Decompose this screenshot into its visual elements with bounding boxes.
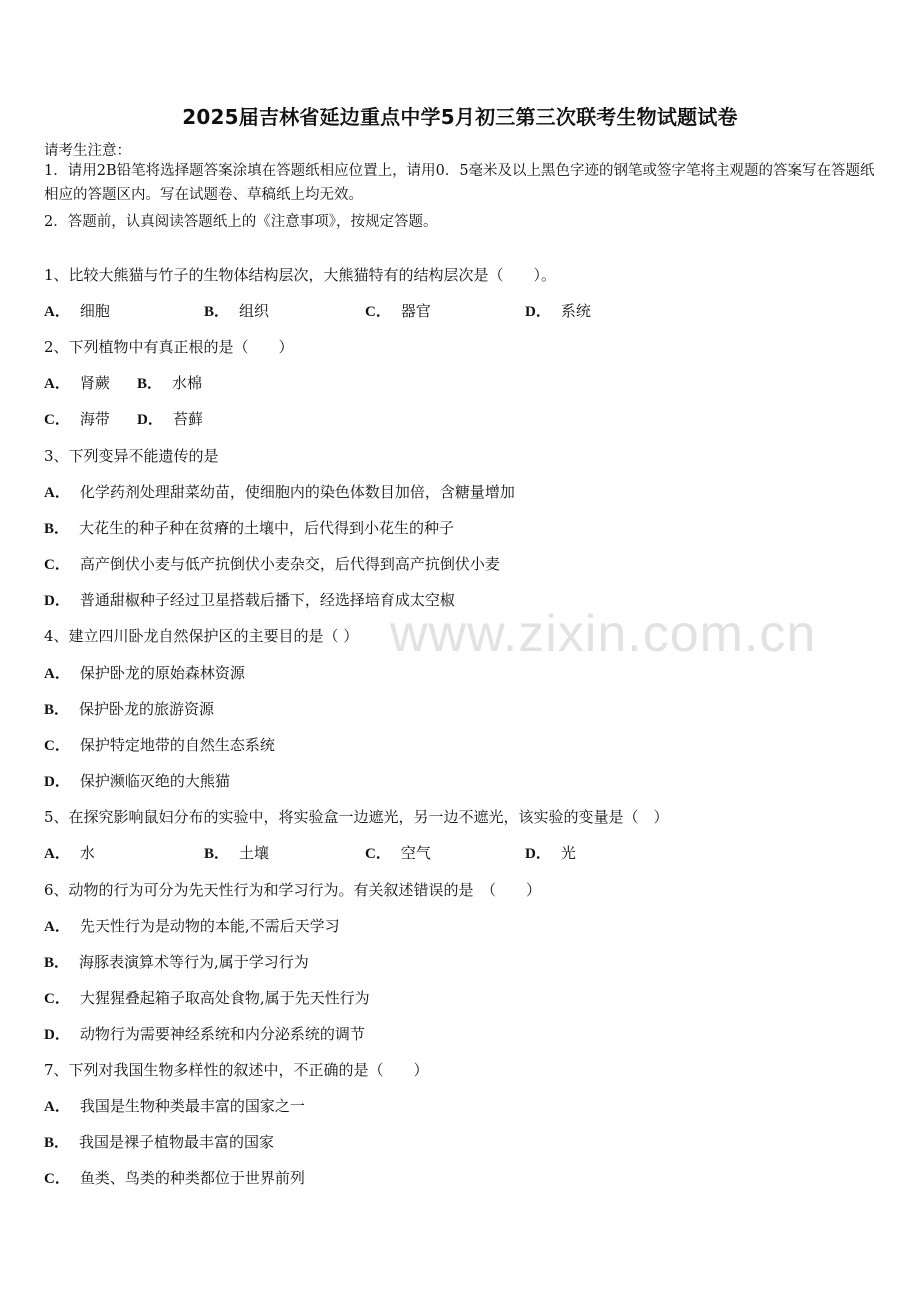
- question-4-option-a: A． 保护卧龙的原始森林资源: [44, 664, 245, 682]
- question-3-option-b: B． 大花生的种子种在贫瘠的土壤中，后代得到小花生的种子: [44, 519, 455, 537]
- option-d: D． 苔藓: [137, 410, 203, 428]
- question-4-option-d: D． 保护濒临灭绝的大熊猫: [44, 772, 230, 790]
- watermark: www.zixin.com.cn: [390, 605, 817, 663]
- notice-item-1: 1．请用2B铅笔将选择题答案涂填在答题纸相应位置上，请用0．5毫米及以上黑色字迹的钢笔或签字笔将主观题的答案写在答题纸相应的答题区内。写在试题卷、草稿纸上均无效。: [44, 163, 875, 203]
- option-b: B． 土壤: [204, 844, 270, 862]
- question-1-stem: 1、比较大熊猫与竹子的生物体结构层次，大熊猫特有的结构层次是（ ）。: [44, 266, 557, 284]
- option-d: D． 光: [525, 844, 576, 862]
- option-b: B． 组织: [204, 302, 270, 320]
- question-3-stem: 3、下列变异不能遗传的是: [44, 447, 219, 465]
- question-5-stem: 5、在探究影响鼠妇分布的实验中，将实验盒一边遮光，另一边不遮光，该实验的变量是（ ）: [44, 808, 669, 826]
- option-c: C． 海带: [44, 410, 110, 428]
- option-c: C． 空气: [365, 844, 431, 862]
- option-c: C． 器官: [365, 302, 431, 320]
- question-4-stem: 4、建立四川卧龙自然保护区的主要目的是（ ）: [44, 627, 359, 645]
- notice-heading: 请考生注意：: [44, 143, 131, 159]
- option-a: A． 细胞: [44, 302, 110, 320]
- question-6-option-d: D． 动物行为需要神经系统和内分泌系统的调节: [44, 1025, 365, 1043]
- question-3-option-a: A． 化学药剂处理甜菜幼苗，使细胞内的染色体数目加倍，含糖量增加: [44, 483, 515, 501]
- question-4-option-c: C． 保护特定地带的自然生态系统: [44, 736, 275, 754]
- question-7-option-b: B． 我国是裸子植物最丰富的国家: [44, 1133, 275, 1151]
- question-6-option-c: C． 大猩猩叠起箱子取高处食物,属于先天性行为: [44, 989, 370, 1007]
- question-3-option-c: C． 高产倒伏小麦与低产抗倒伏小麦杂交，后代得到高产抗倒伏小麦: [44, 555, 500, 573]
- question-6-stem: 6、动物的行为可分为先天性行为和学习行为。有关叙述错误的是 （ ）: [44, 881, 542, 899]
- question-2-stem: 2、下列植物中有真正根的是（ ）: [44, 338, 294, 356]
- question-7-option-c: C． 鱼类、鸟类的种类都位于世界前列: [44, 1169, 305, 1187]
- question-3-option-d: D． 普通甜椒种子经过卫星搭载后播下，经选择培育成太空椒: [44, 591, 455, 609]
- question-7-stem: 7、下列对我国生物多样性的叙述中，不正确的是（ ）: [44, 1061, 429, 1079]
- option-a: A． 肾蕨: [44, 374, 110, 392]
- option-a: A． 水: [44, 844, 95, 862]
- document-title: 2025届吉林省延边重点中学5月初三第三次联考生物试题试卷: [182, 105, 738, 129]
- question-6-option-b: B． 海豚表演算术等行为,属于学习行为: [44, 953, 309, 971]
- question-4-option-b: B． 保护卧龙的旅游资源: [44, 700, 215, 718]
- notice-item-2: 2．答题前，认真阅读答题纸上的《注意事项》，按规定答题。: [44, 214, 438, 230]
- question-6-option-a: A． 先天性行为是动物的本能,不需后天学习: [44, 917, 340, 935]
- option-b: B． 水棉: [137, 374, 203, 392]
- option-d: D． 系统: [525, 302, 591, 320]
- question-7-option-a: A． 我国是生物种类最丰富的国家之一: [44, 1097, 305, 1115]
